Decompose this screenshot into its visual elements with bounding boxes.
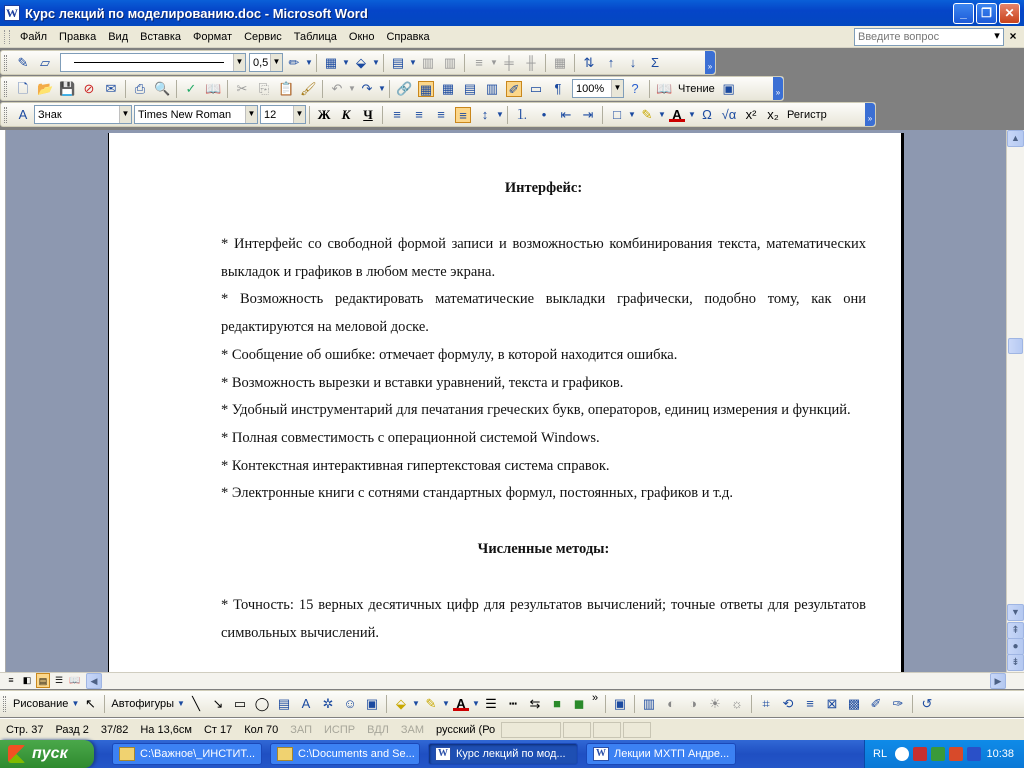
drawing-toggle-icon[interactable]: ✐	[506, 81, 522, 97]
copy-icon[interactable]: ⎘	[258, 80, 270, 96]
read-button[interactable]: Чтение	[678, 82, 715, 95]
print-layout-icon[interactable]: ▤	[36, 673, 50, 688]
chevron-down-icon[interactable]: ▼	[472, 699, 480, 708]
previous-page-icon[interactable]: ⇞	[1007, 622, 1024, 639]
taskbar-item[interactable]	[112, 743, 262, 765]
status-record[interactable]: ЗАП	[290, 723, 312, 736]
rectangle-tool-icon[interactable]: ▭	[233, 696, 247, 711]
save-icon[interactable]: 💾	[59, 80, 76, 96]
tray-app-icon[interactable]	[949, 747, 963, 761]
document-page[interactable]	[108, 133, 904, 672]
sort-descending-icon[interactable]: ↓	[629, 54, 637, 70]
toolbar-grip[interactable]	[4, 55, 7, 71]
diagram-icon[interactable]: ✲	[322, 696, 334, 711]
paste-icon[interactable]: 📋	[278, 80, 295, 96]
taskbar-item-active[interactable]	[428, 743, 578, 765]
reset-picture-icon[interactable]: ↺	[921, 696, 933, 711]
menu-table[interactable]: Таблица	[293, 30, 337, 43]
distribute-columns-icon[interactable]: ╫	[526, 54, 536, 70]
status-box	[623, 722, 651, 738]
taskbar-item-label: Лекции МХТП Андре...	[614, 748, 730, 760]
font-size-select[interactable]: 12 ▼	[260, 105, 306, 124]
horizontal-scrollbar[interactable]	[0, 672, 1024, 689]
vertical-scrollbar[interactable]	[1006, 130, 1024, 672]
status-section: Разд 2	[55, 723, 89, 736]
border-color-icon[interactable]: ✏	[288, 54, 300, 70]
show-formatting-icon[interactable]: ¶	[554, 80, 562, 96]
insert-table-icon[interactable]: ▤	[391, 54, 405, 70]
menu-view[interactable]: Вид	[108, 30, 129, 43]
shading-color-icon[interactable]: ⬙	[356, 54, 366, 70]
rotate-left-icon[interactable]: ⟲	[782, 696, 794, 711]
paragraph: * Точность: 15 верных десятичных цифр для результатов вычислений; точные ответы для результатов символьных вычислений.	[221, 597, 866, 641]
line-tool-icon[interactable]: ╲	[192, 696, 200, 711]
paragraph: * Электронные книги с сотнями стандартных формул, постоянных, графиков и т.д.	[221, 485, 734, 502]
toolbar-options-icon[interactable]: »	[592, 691, 599, 704]
research-icon[interactable]: 📖	[205, 80, 222, 96]
crop-icon[interactable]: ⌗	[762, 696, 770, 711]
menu-window[interactable]: Окно	[348, 30, 375, 43]
paragraph: * Возможность редактировать математические выкладки графически, подобно тому, как они редактируются на меловой доске.	[221, 291, 866, 336]
paragraph: * Полная совместимость с операционной системой Windows.	[221, 429, 600, 446]
status-page: Стр. 37	[6, 723, 44, 736]
textbox-icon[interactable]: ▤	[277, 696, 291, 711]
menu-format[interactable]: Формат	[193, 30, 233, 43]
redo-icon[interactable]: ↷	[361, 80, 373, 96]
status-line: Ст 17	[203, 723, 233, 736]
3d-style-icon[interactable]: ◼	[573, 696, 585, 711]
subscript-icon[interactable]: x₂	[767, 106, 779, 122]
style-value: Знак	[38, 108, 62, 121]
justify-icon[interactable]: ≡	[455, 107, 471, 123]
paragraph: * Возможность вырезки и вставки уравнений, текста и графиков.	[221, 374, 624, 391]
numbering-icon[interactable]: ⒈	[515, 106, 529, 122]
tracking-icon[interactable]: ▣	[722, 80, 735, 96]
toolbar-grip[interactable]	[4, 107, 7, 123]
chevron-down-icon[interactable]: ▼	[348, 83, 356, 93]
autoshapes-button[interactable]: Автофигуры	[111, 698, 174, 710]
bold-button[interactable]: Ж	[317, 106, 331, 122]
styles-pane-icon[interactable]: A	[18, 106, 28, 122]
window-title: Курс лекций по моделированию.doc - Microsoft Word	[25, 5, 368, 21]
italic-button[interactable]: К	[341, 106, 351, 122]
picture-icon[interactable]: ▣	[613, 696, 627, 711]
select-browse-object-icon[interactable]: ●	[1007, 638, 1024, 655]
ask-question-input[interactable]: Введите вопрос	[854, 28, 1004, 46]
heading-interface: Интерфейс:	[504, 180, 583, 196]
chevron-down-icon[interactable]: ▼	[412, 699, 420, 708]
format-painter-icon[interactable]: 🖌	[300, 80, 317, 96]
fill-color-icon[interactable]: ⬙	[396, 696, 406, 711]
windows-flag-icon	[8, 745, 26, 763]
heading-numerical-methods: Численные методы:	[477, 541, 610, 558]
scroll-up-icon[interactable]: ▲	[1007, 130, 1024, 147]
status-box	[563, 722, 591, 738]
draw-menu-button[interactable]: Рисование	[13, 698, 69, 710]
folder-icon	[119, 747, 135, 761]
permission-icon[interactable]: ⊘	[83, 80, 95, 96]
register-button[interactable]: Регистр	[787, 108, 827, 121]
bullets-icon[interactable]: •	[541, 106, 547, 122]
standard-toolbar	[0, 76, 784, 101]
oval-tool-icon[interactable]: ◯	[254, 696, 270, 711]
line-weight-icon[interactable]: ≡	[806, 696, 814, 711]
equation-icon[interactable]: √α	[721, 106, 737, 122]
reading-layout-icon[interactable]: 📖	[656, 80, 673, 96]
set-transparent-color-icon[interactable]: ✑	[892, 696, 904, 711]
style-select[interactable]: Знак ▼	[34, 105, 132, 124]
chevron-down-icon[interactable]: ▼	[490, 57, 498, 67]
system-tray	[864, 740, 1024, 768]
chevron-down-icon[interactable]: ▼	[378, 83, 386, 93]
chevron-down-icon[interactable]: ▼	[409, 57, 417, 67]
outline-view-icon[interactable]: ☰	[54, 675, 64, 685]
word-document-icon: W	[593, 747, 609, 761]
insert-picture-icon[interactable]: ▣	[365, 696, 379, 711]
tray-antivirus-icon[interactable]	[931, 747, 945, 761]
cut-icon[interactable]: ✂	[236, 80, 248, 96]
chevron-down-icon[interactable]: ▼	[71, 699, 80, 708]
spelling-icon[interactable]: ✓	[185, 80, 197, 96]
menu-edit[interactable]: Правка	[59, 30, 97, 43]
email-icon[interactable]: ✉	[105, 80, 117, 96]
highlight-icon[interactable]: ✎	[641, 106, 653, 122]
status-box	[593, 722, 621, 738]
menu-bar	[0, 26, 1024, 48]
toolbar-options-icon[interactable]: »	[705, 51, 715, 74]
insert-excel-icon[interactable]: ▤	[463, 80, 477, 96]
line-color-icon[interactable]: ✎	[425, 696, 437, 711]
print-preview-icon[interactable]: 🔍	[154, 80, 171, 96]
eraser-icon[interactable]: ▱	[40, 54, 50, 70]
open-folder-icon[interactable]: 📂	[37, 80, 54, 96]
taskbar-item-label: C:\Documents and Se...	[298, 748, 415, 760]
arrow-tool-icon[interactable]: ↘	[212, 696, 224, 711]
superscript-icon[interactable]: x²	[745, 106, 757, 122]
taskbar	[0, 740, 1024, 768]
arrow-style-icon[interactable]: ⇆	[529, 696, 541, 711]
paragraph: * Контекстная интерактивная гипертекстовая система справок.	[221, 457, 610, 474]
text-direction-icon[interactable]: ⇅	[583, 54, 595, 70]
document-body[interactable]	[221, 175, 866, 647]
underline-button[interactable]: Ч	[363, 106, 373, 122]
align-left-icon[interactable]: ≡	[393, 106, 401, 122]
less-brightness-icon[interactable]: ☼	[731, 696, 743, 711]
drawing-toolbar	[0, 690, 1024, 717]
minimize-button[interactable]: _	[953, 3, 974, 24]
zoom-value: 100%	[576, 82, 605, 95]
close-button[interactable]: ✕	[999, 3, 1020, 24]
chevron-down-icon[interactable]: ▼	[688, 109, 696, 119]
line-spacing-icon[interactable]: ↕	[481, 106, 489, 122]
menu-insert[interactable]: Вставка	[140, 30, 182, 43]
merge-cells-icon[interactable]: ▥	[421, 54, 435, 70]
font-size-value: 12	[264, 108, 277, 121]
chevron-down-icon[interactable]: ▼	[658, 109, 666, 119]
insert-hyperlink-icon[interactable]: 🔗	[396, 80, 413, 96]
tray-network-icon[interactable]	[913, 747, 927, 761]
scroll-right-icon[interactable]: ▶	[990, 673, 1006, 689]
status-track-changes[interactable]: ИСПР	[324, 723, 356, 736]
dash-style-icon[interactable]: ┅	[509, 696, 517, 711]
compress-pictures-icon[interactable]: ⊠	[826, 696, 838, 711]
status-bar	[0, 718, 1024, 740]
clip-art-icon[interactable]: ☺	[343, 696, 357, 711]
title-bar[interactable]	[0, 0, 1024, 26]
outside-border-icon[interactable]: □	[613, 106, 621, 122]
word-app-icon[interactable]: W	[6, 6, 18, 20]
paragraph: * Сообщение об ошибке: отмечает формулу, в которой находится ошибка.	[221, 346, 678, 363]
chevron-down-icon[interactable]: ▼	[372, 57, 380, 67]
draw-table-icon[interactable]: ✎	[17, 54, 29, 70]
clock[interactable]: 10:38	[986, 748, 1014, 760]
status-column: Кол 70	[244, 723, 279, 736]
less-contrast-icon[interactable]: ◑	[689, 696, 697, 711]
vertical-ruler	[0, 130, 6, 672]
menu-help[interactable]: Справка	[386, 30, 430, 43]
scroll-thumb[interactable]	[1008, 338, 1023, 354]
line-style-icon[interactable]: ☰	[485, 696, 497, 711]
autosum-icon[interactable]: Σ	[650, 54, 660, 70]
line-weight-select[interactable]: 0,5 ▼	[249, 53, 283, 72]
scroll-left-icon[interactable]: ◀	[86, 673, 102, 689]
toolbar-options-icon[interactable]: »	[865, 103, 875, 126]
font-color-icon[interactable]: A	[669, 108, 685, 122]
tables-borders-toolbar	[0, 50, 716, 75]
taskbar-item[interactable]	[586, 743, 736, 765]
line-style-select[interactable]: ▼	[60, 53, 246, 72]
restore-button[interactable]: ❐	[976, 3, 997, 24]
tray-back-icon[interactable]	[895, 747, 909, 761]
next-page-icon[interactable]: ⇟	[1007, 654, 1024, 671]
status-overtype[interactable]: ЗАМ	[400, 723, 425, 736]
undo-icon[interactable]: ↶	[331, 80, 343, 96]
language-indicator[interactable]: RL	[873, 748, 888, 760]
split-cells-icon[interactable]: ▥	[443, 54, 457, 70]
menu-file[interactable]: Файл	[20, 30, 48, 43]
font-color-icon[interactable]: A	[453, 697, 469, 711]
chevron-down-icon[interactable]: ▼	[177, 699, 185, 708]
text-wrapping-icon[interactable]: ▩	[847, 696, 861, 711]
tray-bluetooth-icon[interactable]	[967, 747, 981, 761]
font-value: Times New Roman	[138, 108, 232, 121]
status-extend[interactable]: ВДЛ	[367, 723, 389, 736]
shadow-style-icon[interactable]: ■	[553, 696, 561, 711]
start-button[interactable]	[0, 740, 94, 768]
more-contrast-icon[interactable]: ◐	[667, 696, 675, 711]
ask-dropdown-icon[interactable]: ▾	[994, 30, 1000, 42]
line-weight-value: 0,5	[253, 56, 269, 69]
decrease-indent-icon[interactable]: ⇤	[560, 106, 572, 122]
menu-tools[interactable]: Сервис	[244, 30, 282, 43]
toolbar-options-icon[interactable]: »	[773, 77, 783, 100]
reading-view-icon[interactable]: 📖	[69, 675, 81, 685]
format-picture-icon[interactable]: ✐	[870, 696, 882, 711]
paragraph: * Удобный инструментарий для печатания греческих букв, операторов, единиц измерения и функций.	[221, 402, 851, 419]
formatting-toolbar	[0, 102, 876, 127]
increase-indent-icon[interactable]: ⇥	[582, 106, 594, 122]
new-document-icon[interactable]: 🗋	[17, 80, 29, 96]
toolbar-grip[interactable]	[4, 81, 7, 97]
more-brightness-icon[interactable]: ☀	[709, 696, 721, 711]
select-objects-icon[interactable]: ↖	[84, 696, 96, 711]
columns-icon[interactable]: ▥	[485, 80, 499, 96]
chevron-down-icon[interactable]: ▼	[342, 57, 350, 67]
omega-symbol-icon[interactable]: Ω	[702, 106, 712, 122]
sort-ascending-icon[interactable]: ↑	[607, 54, 615, 70]
taskbar-item-label: C:\Важное\_ИНСТИТ...	[140, 748, 256, 760]
zoom-select[interactable]: 100% ▼	[572, 79, 624, 98]
font-select[interactable]: Times New Roman ▼	[134, 105, 258, 124]
chevron-down-icon[interactable]: ▼	[496, 109, 504, 119]
distribute-rows-icon[interactable]: ╪	[504, 54, 514, 70]
start-label: пуск	[32, 745, 68, 762]
normal-view-icon[interactable]: ≡	[8, 675, 14, 685]
borders-icon[interactable]: ▦	[324, 54, 338, 70]
chevron-down-icon[interactable]: ▼	[442, 699, 450, 708]
taskbar-item-label: Курс лекций по мод...	[456, 748, 566, 760]
menubar-grip[interactable]	[4, 30, 10, 44]
chevron-down-icon[interactable]: ▼	[305, 57, 313, 67]
interface-list	[221, 231, 866, 508]
word-document-icon: W	[435, 747, 451, 761]
table-autoformat-icon[interactable]: ▦	[553, 54, 567, 70]
insert-table-icon[interactable]: ▦	[441, 80, 455, 96]
chevron-down-icon[interactable]: ▼	[628, 109, 636, 119]
wordart-icon[interactable]: A	[301, 696, 311, 711]
status-spelling-box	[501, 722, 561, 738]
scroll-down-icon[interactable]: ▼	[1007, 604, 1024, 621]
taskbar-item[interactable]	[270, 743, 420, 765]
web-layout-icon[interactable]: ◧	[22, 675, 32, 685]
folder-icon	[277, 747, 293, 761]
tables-borders-toggle-icon[interactable]: ▦	[419, 81, 433, 97]
status-language: русский (Ро	[436, 723, 496, 736]
status-position: На 13,6см	[140, 723, 192, 736]
document-close-icon[interactable]: ×	[1009, 29, 1017, 43]
help-icon[interactable]: ?	[631, 80, 639, 96]
color-icon[interactable]: ▥	[642, 696, 656, 711]
align-right-icon[interactable]: ≡	[437, 106, 445, 122]
align-cell-icon[interactable]: ≡	[475, 54, 483, 70]
toolbar-grip[interactable]	[3, 696, 6, 712]
align-center-icon[interactable]: ≡	[415, 106, 423, 122]
status-pages: 37/82	[100, 723, 129, 736]
print-icon[interactable]: ⎙	[134, 80, 146, 96]
paragraph: * Интерфейс со свободной формой записи и возможностью комбинирования текста, математических выкладок и графиков в любом месте экрана.	[221, 236, 866, 280]
document-map-icon[interactable]: ▭	[529, 80, 543, 96]
